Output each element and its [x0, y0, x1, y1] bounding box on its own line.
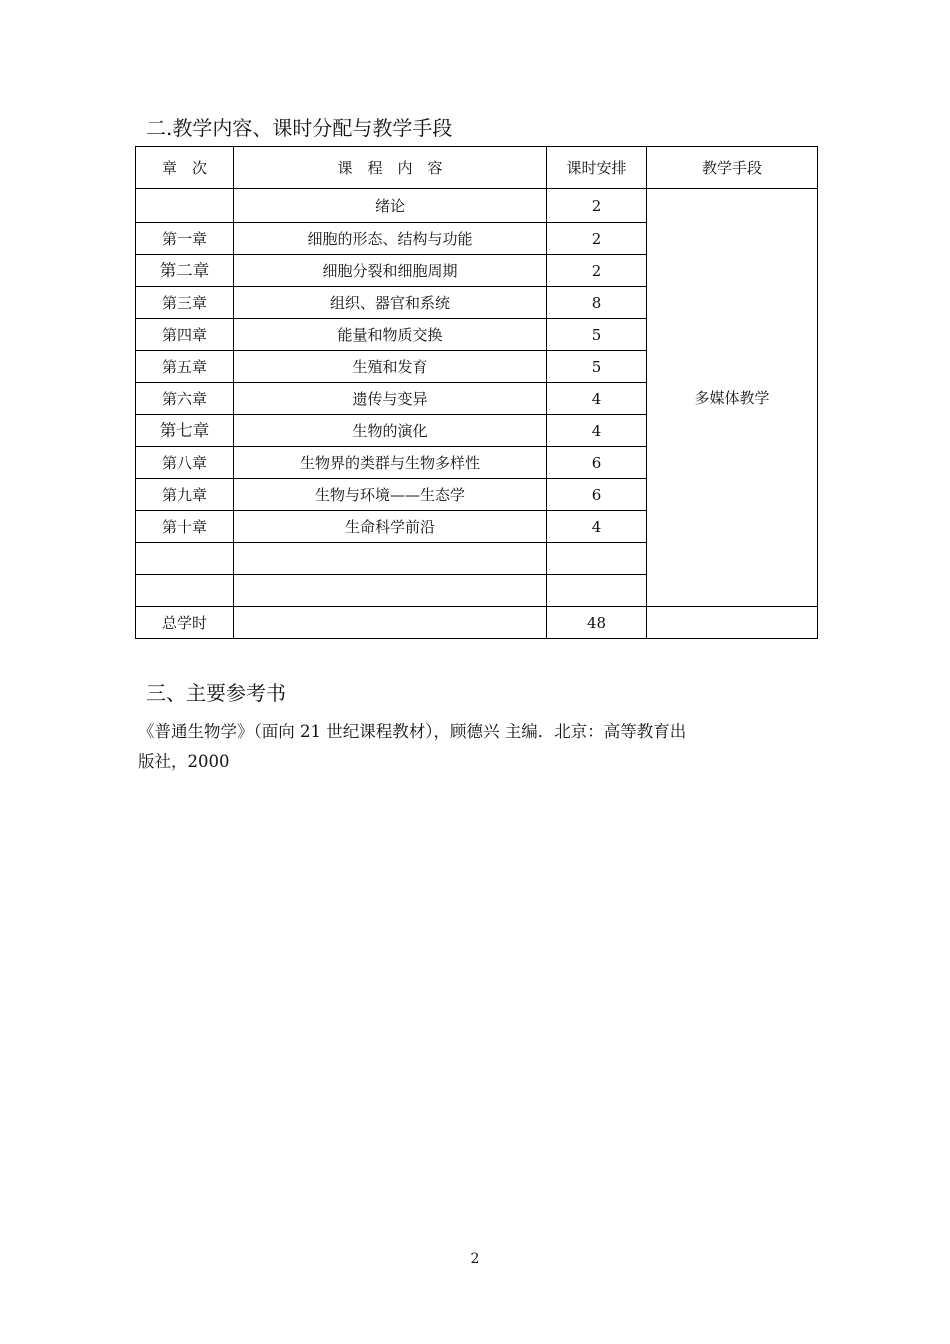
page-number: 2 [470, 1251, 480, 1267]
total-content-cell [234, 607, 547, 639]
content-cell [234, 575, 547, 607]
content-cell: 组织、器官和系统 [234, 287, 547, 319]
reference-line: 版社，2000 [138, 752, 230, 771]
total-hours-cell: 48 [547, 607, 647, 639]
content-cell: 生物与环境——生态学 [234, 479, 547, 511]
hours-cell: 6 [547, 447, 647, 479]
chapter-cell: 第五章 [136, 351, 234, 383]
hours-cell [547, 575, 647, 607]
section-3-heading: 三、主要参考书 [146, 681, 286, 705]
table-row [136, 189, 818, 223]
chapter-cell [136, 543, 234, 575]
header-method: 教学手段 [647, 147, 818, 189]
content-cell: 生物的演化 [234, 415, 547, 447]
content-cell: 细胞分裂和细胞周期 [234, 255, 547, 287]
section-2-heading: 二.教学内容、课时分配与教学手段 [146, 116, 453, 140]
hours-cell: 2 [547, 223, 647, 255]
hours-cell: 5 [547, 319, 647, 351]
chapter-cell: 第七章 [136, 415, 234, 447]
table-total-row [136, 607, 818, 639]
chapter-cell: 第一章 [136, 223, 234, 255]
content-cell: 绪论 [234, 189, 547, 223]
chapter-cell: 第九章 [136, 479, 234, 511]
total-label-cell: 总学时 [136, 607, 234, 639]
content-cell: 生物界的类群与生物多样性 [234, 447, 547, 479]
content-cell: 遗传与变异 [234, 383, 547, 415]
hours-cell: 5 [547, 351, 647, 383]
table-header-row [136, 147, 818, 189]
course-schedule-table [135, 146, 818, 639]
chapter-cell: 第三章 [136, 287, 234, 319]
content-cell: 能量和物质交换 [234, 319, 547, 351]
header-hours: 课时安排 [547, 147, 647, 189]
header-chapter: 章 次 [136, 147, 234, 189]
method-cell: 多媒体教学 [647, 189, 818, 607]
hours-cell: 4 [547, 383, 647, 415]
content-cell [234, 543, 547, 575]
chapter-cell: 第六章 [136, 383, 234, 415]
content-cell: 细胞的形态、结构与功能 [234, 223, 547, 255]
content-cell: 生殖和发育 [234, 351, 547, 383]
chapter-cell: 第十章 [136, 511, 234, 543]
reference-text [138, 717, 818, 777]
chapter-cell: 第四章 [136, 319, 234, 351]
hours-cell: 4 [547, 415, 647, 447]
reference-line: 《普通生物学》（面向 21 世纪课程教材），顾德兴 主编．北京：高等教育出 [138, 722, 687, 741]
hours-cell [547, 543, 647, 575]
chapter-cell [136, 189, 234, 223]
hours-cell: 8 [547, 287, 647, 319]
content-cell: 生命科学前沿 [234, 511, 547, 543]
header-content: 课 程 内 容 [234, 147, 547, 189]
total-method-cell [647, 607, 818, 639]
chapter-cell: 第八章 [136, 447, 234, 479]
chapter-cell: 第二章 [136, 255, 234, 287]
hours-cell: 2 [547, 255, 647, 287]
hours-cell: 2 [547, 189, 647, 223]
hours-cell: 4 [547, 511, 647, 543]
chapter-cell [136, 575, 234, 607]
hours-cell: 6 [547, 479, 647, 511]
